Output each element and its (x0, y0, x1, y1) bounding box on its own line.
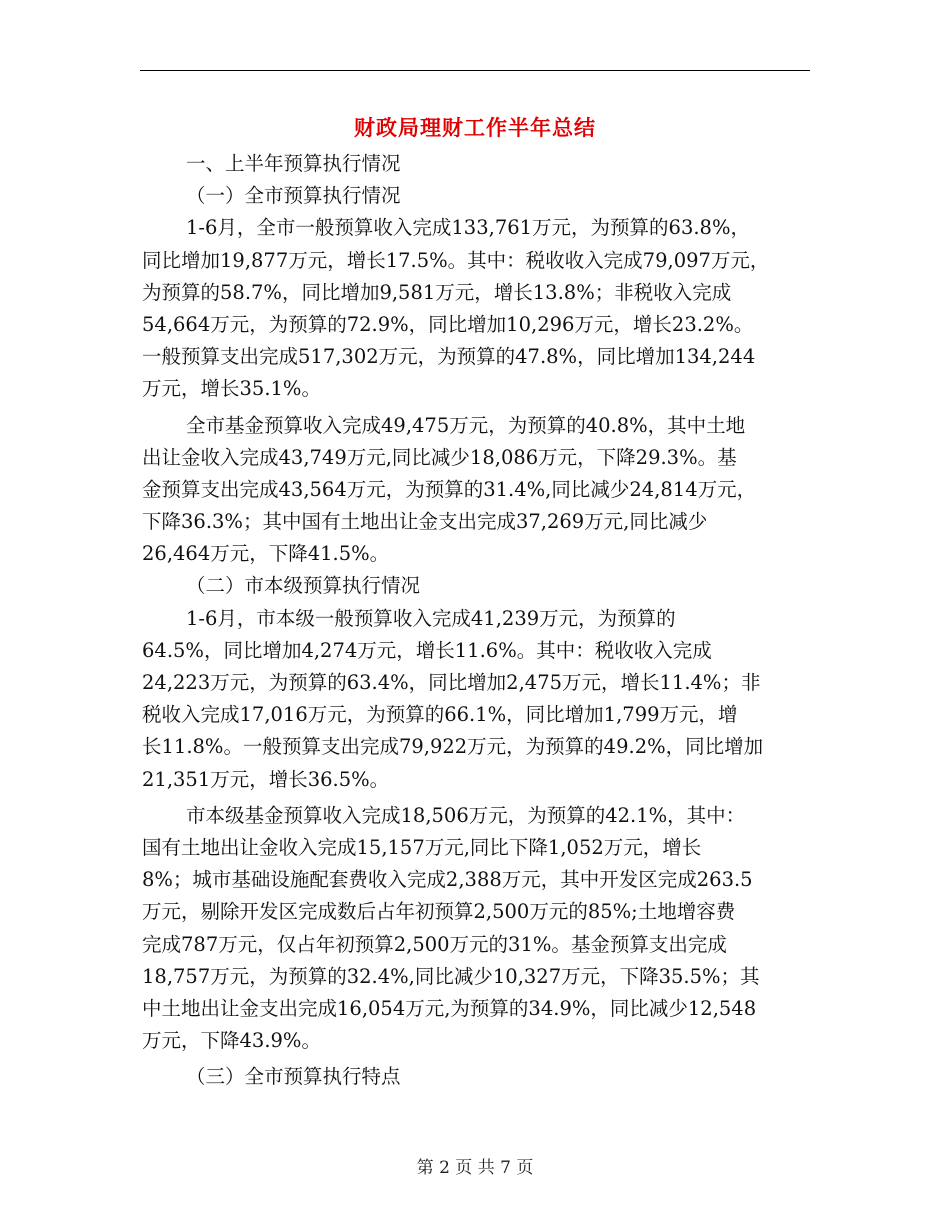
text-line: 出让金收入完成43,749万元,同比减少18,086万元，下降29.3%。基 (142, 445, 737, 469)
text-line: 国有土地出让金收入完成15,157万元,同比下降1,052万元，增长 (142, 835, 702, 859)
text-line: 8%；城市基础设施配套费收入完成2,388万元，其中开发区完成263.5 (142, 868, 753, 892)
page-number-footer: 第 2 页 共 7 页 (416, 1158, 534, 1178)
text-line: 21,351万元，增长36.5%。 (142, 767, 390, 791)
text-line: 同比增加19,877万元，增长17.5%。其中：税收收入完成79,097万元， (142, 248, 770, 272)
text-line: 市本级基金预算收入完成18,506万元，为预算的42.1%，其中： (186, 803, 746, 827)
text-line: 54,664万元，为预算的72.9%，同比增加10,296万元，增长23.2%。 (142, 312, 754, 336)
text-line: 为预算的58.7%，同比增加9,581万元，增长13.8%；非税收入完成 (142, 280, 732, 304)
header-rule (140, 70, 810, 71)
text-line: 18,757万元，为预算的32.4%,同比减少10,327万元，下降35.5%；其 (142, 964, 760, 988)
text-line: 完成787万元，仅占年初预算2,500万元的31%。基金预算支出完成 (142, 932, 727, 956)
text-line: 万元，下降43.9%。 (142, 1029, 321, 1053)
text-line: 万元，增长35.1%。 (142, 377, 321, 401)
text-line: 长11.8%。一般预算支出完成79,922万元，为预算的49.2%，同比增加 (142, 735, 764, 759)
text-line: 1-6月，全市一般预算收入完成133,761万元，为预算的63.8%， (186, 216, 750, 240)
text-line: （二）市本级预算执行情况 (186, 574, 421, 598)
text-line: 26,464万元，下降41.5%。 (142, 542, 390, 566)
text-line: （三）全市预算执行特点 (186, 1065, 401, 1089)
text-line: 64.5%，同比增加4,274万元，增长11.6%。其中：税收收入完成 (142, 638, 712, 662)
text-line: 1-6月，市本级一般预算收入完成41,239万元，为预算的 (186, 606, 676, 630)
text-line: 下降36.3%；其中国有土地出让金支出完成37,269万元,同比减少 (142, 510, 708, 534)
text-line: 税收入完成17,016万元，为预算的66.1%，同比增加1,799万元，增 (142, 703, 738, 727)
text-line: 24,223万元，为预算的63.4%，同比增加2,475万元，增长11.4%；非 (142, 671, 761, 694)
text-line: 万元，剔除开发区完成数后占年初预算2,500万元的85%;土地增容费 (142, 900, 736, 924)
document-body (142, 148, 812, 1093)
text-line: 金预算支出完成43,564万元，为预算的31.4%,同比减少24,814万元， (142, 477, 757, 501)
text-line: 一、上半年预算执行情况 (186, 152, 401, 175)
text-line: 一般预算支出完成517,302万元，为预算的47.8%，同比增加134,244 (142, 345, 756, 369)
text-line: 全市基金预算收入完成49,475万元，为预算的40.8%，其中土地 (186, 413, 746, 437)
text-line: 中土地出让金支出完成16,054万元,为预算的34.9%，同比减少12,548 (142, 996, 757, 1020)
text-line: （一）全市预算执行情况 (186, 184, 401, 208)
document-title: 财政局理财工作半年总结 (354, 115, 596, 140)
